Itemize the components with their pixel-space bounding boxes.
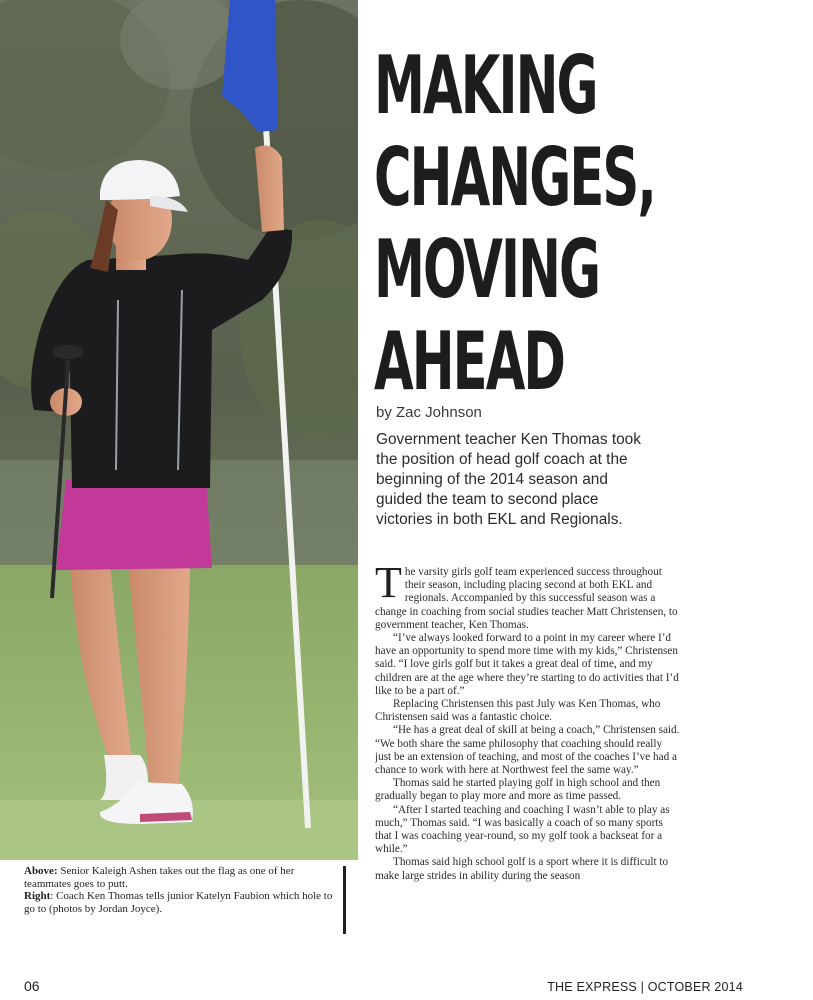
article-title	[374, 40, 790, 408]
article-deck: Government teacher Ken Thomas took the position of head golf coach at the beginning of the 2014 season and guided the team to second place victories in both EKL and Regionals.	[376, 431, 641, 528]
publication-footer: THE EXPRESS | OCTOBER 2014	[547, 980, 743, 994]
skirt	[56, 480, 212, 570]
title-line: MOVING	[374, 223, 600, 316]
photo-caption	[24, 865, 334, 915]
golf-photo	[0, 0, 358, 860]
caption-label: Right	[24, 890, 51, 903]
body-paragraph	[375, 566, 681, 632]
body-paragraph: Thomas said he started playing golf in high school and then gradually began to play more and more as time passed.	[375, 777, 661, 803]
golf-photo-illustration	[0, 0, 358, 860]
title-line: MAKING	[374, 39, 597, 132]
body-paragraph: “After I started teaching and coaching I wasn’t able to play as much,” Thomas said. “I was basically a coach of so many sports that I was coaching year-round, so my golf took a backseat for a while.”	[375, 803, 670, 856]
page-number: 06	[24, 978, 40, 994]
caption-text: : Coach Ken Thomas tells junior Katelyn Faubion which hole to go to (photos by Jordan Joyce).	[24, 890, 333, 915]
drop-cap: T	[375, 566, 402, 607]
title-line: AHEAD	[374, 315, 564, 408]
caption-divider	[343, 866, 346, 934]
body-paragraph: “I’ve always looked forward to a point in my career where I’d have an opportunity to spend more time with my kids,” Christensen said. “I love girls golf but it takes a great deal of time, and my children are at the age where they’re starting to do activities that I’d like to be a part of.”	[375, 632, 679, 697]
paragraph-text: he varsity girls golf team experienced success throughout their season, including placing second at both EKL and regionals. Accompanied by this successful season was a change in coaching from social studies teacher Matt Christensen, to government teacher, Ken Thomas.	[375, 566, 678, 631]
body-paragraph: Replacing Christensen this past July was Ken Thomas, who Christensen said was a fantastic choice.	[375, 698, 661, 724]
caption-label: Above:	[24, 865, 58, 877]
byline: by Zac Johnson	[376, 404, 482, 421]
title-line: CHANGES,	[374, 131, 655, 224]
caption-text: Senior Kaleigh Ashen takes out the flag as one of her teammates goes to putt.	[24, 865, 295, 890]
body-paragraph: Thomas said high school golf is a sport where it is difficult to make large strides in ability during the season	[375, 856, 669, 882]
body-paragraph: “He has a great deal of skill at being a coach,” Christensen said. “We both share the same philosophy that coaching should really just be an extension of teaching, and most of the coaches I’ve had a chance to work with here at Northwest feel the same way.”	[375, 724, 680, 777]
article-body	[375, 566, 681, 938]
